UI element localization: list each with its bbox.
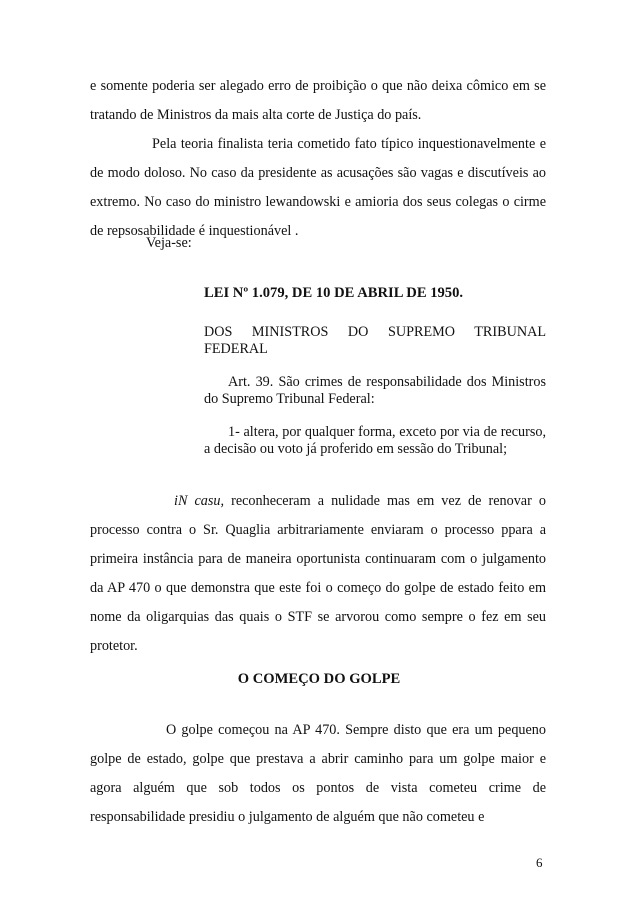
paragraph-2: Pela teoria finalista teria cometido fato típico inquestionavelmente e de modo doloso. No caso da presidente as acusações são vagas e discutíveis ao extremo. No caso do ministro lewandowski e amioria dos seus colegas o cirme de repsosabilidade é inquestionável . [90, 136, 546, 239]
veja-se-label: Veja-se: [146, 235, 192, 251]
quote-chapter-heading: DOS MINISTROS DO SUPREMO TRIBUNAL FEDERAL [204, 324, 546, 357]
paragraph-3-text: reconheceram a nulidade mas em vez de renovar o processo contra o Sr. Quaglia arbitrariamente enviaram o processo ppara a primeira instância para de maneira oportunista continuaram com o julgamento da AP 470 o que demonstra que este foi o começo do golpe de estado feito em nome da oligarquias das quais o STF se arvorou como sempre o fez em seu protetor. [90, 493, 546, 654]
quote-law-title: LEI Nº 1.079, DE 10 DE ABRIL DE 1950. [204, 285, 464, 301]
paragraph-4: O golpe começou na AP 470. Sempre disto que era um pequeno golpe de estado, golpe que prestava a abrir caminho para um golpe maior e agora alguém que sob todos os pontos de vista cometeu crime de responsabilidade presidiu o julgamento de alguém que não cometeu e [90, 722, 546, 825]
paragraph-1: e somente poderia ser alegado erro de proibição o que não deixa cômico em se tratando de Ministros da mais alta corte de Justiça do país. [90, 78, 546, 123]
section-heading: O COMEÇO DO GOLPE [237, 671, 401, 687]
quote-item: 1- altera, por qualquer forma, exceto por via de recurso, a decisão ou voto já proferido em sessão do Tribunal; [204, 424, 546, 457]
quote-article: Art. 39. São crimes de responsabilidade dos Ministros do Supremo Tribunal Federal: [204, 374, 546, 407]
paragraph-3 [90, 487, 546, 661]
latin-term: iN casu, [174, 493, 225, 509]
page-number: 6 [536, 855, 543, 870]
